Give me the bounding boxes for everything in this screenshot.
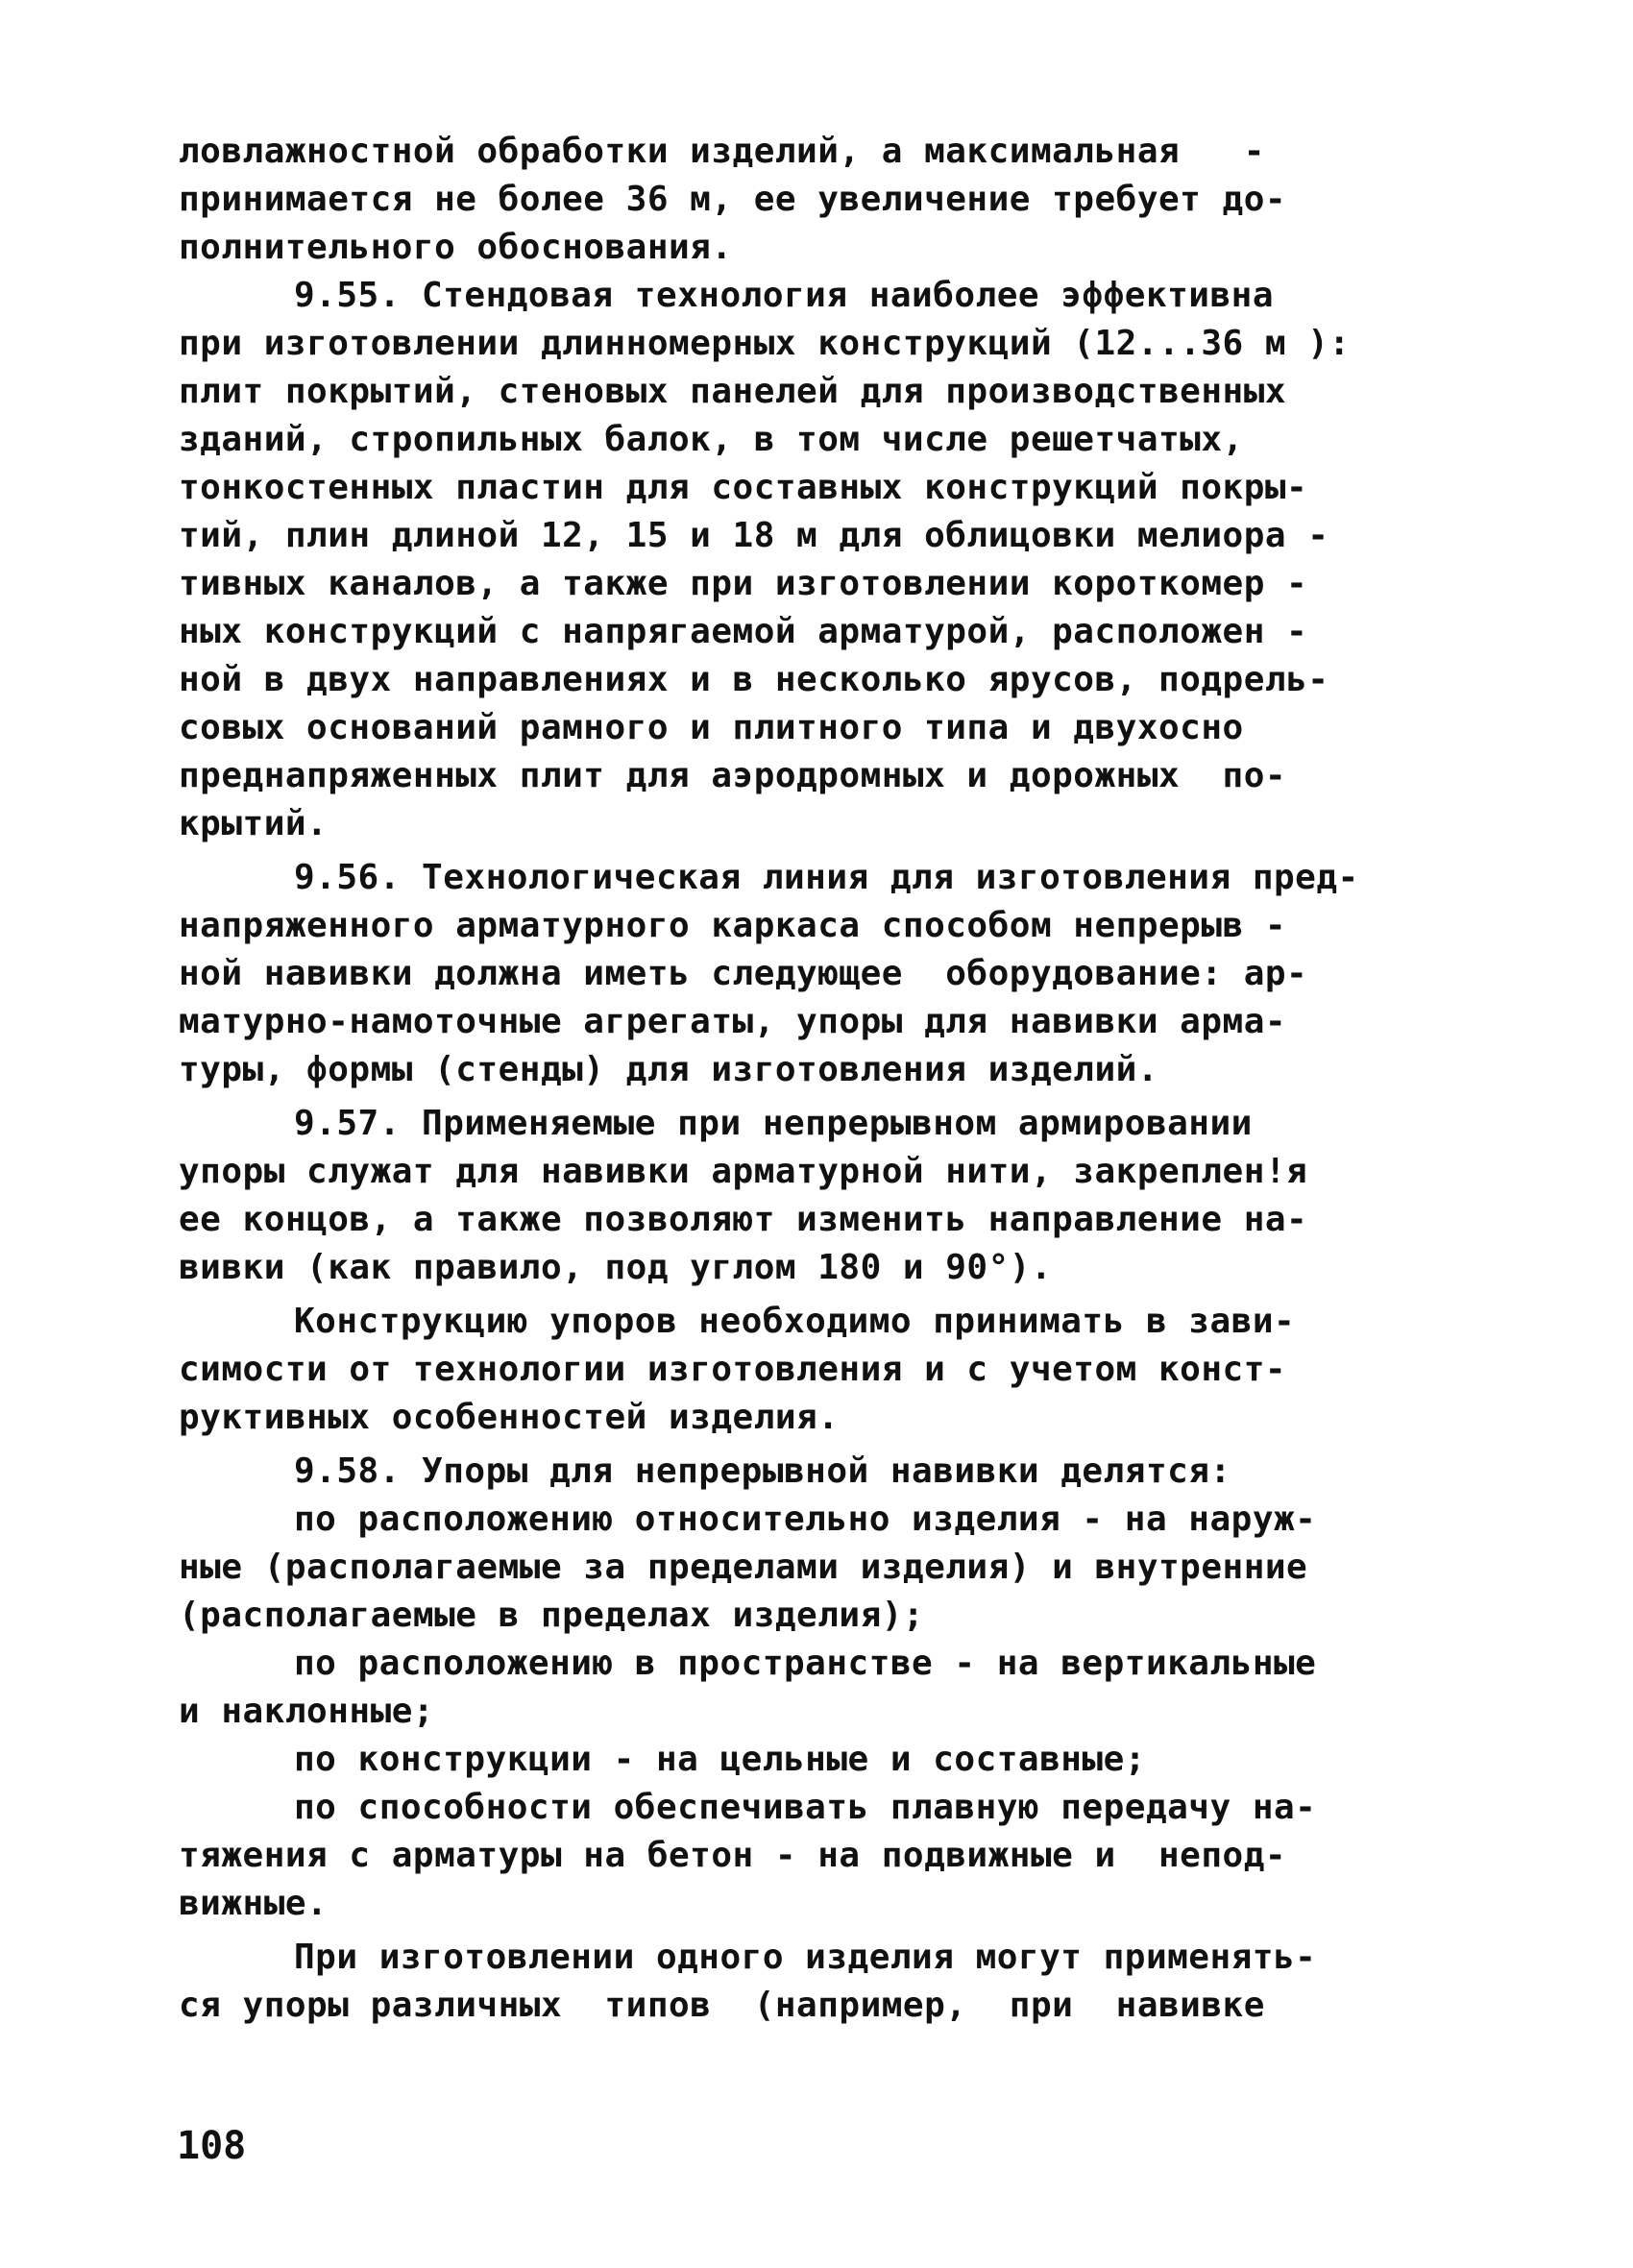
text-line: Конструкцию упоров необходимо принимать в зави- bbox=[294, 1302, 1296, 1341]
text-line: При изготовлении одного изделия могут применять- bbox=[294, 1938, 1317, 1977]
text-line: напряженного арматурного каркаса способом непрерыв - bbox=[179, 906, 1287, 945]
text-line: 9.55. Стендовая технология наиболее эффективна bbox=[294, 276, 1274, 315]
text-line: принимается не более 36 м, ее увеличение требует до- bbox=[179, 180, 1287, 219]
text-line: вивки (как правило, под углом 180 и 90°). bbox=[179, 1248, 1053, 1287]
text-line: полнительного обоснования. bbox=[179, 228, 733, 267]
text-line: плит покрытий, стеновых панелей для производственных bbox=[179, 372, 1287, 411]
text-line: упоры служат для навивки арматурной нити, закреплен!я bbox=[179, 1152, 1308, 1191]
text-line: по способности обеспечивать плавную передачу на- bbox=[294, 1788, 1317, 1827]
text-line: совых оснований рамного и плитного типа и двухосно bbox=[179, 708, 1244, 747]
text-line: ных конструкций с напрягаемой арматурой, расположен - bbox=[179, 612, 1308, 651]
text-line: 9.56. Технологическая линия для изготовления пред- bbox=[294, 858, 1359, 897]
text-line: и наклонные; bbox=[179, 1692, 435, 1731]
text-line: тяжения с арматуры на бетон - на подвижные и непод- bbox=[179, 1836, 1287, 1875]
text-line: тивных каналов, а также при изготовлении короткомер - bbox=[179, 564, 1308, 603]
text-line: крытий. bbox=[179, 804, 329, 843]
text-line: матурно-намоточные агрегаты, упоры для навивки арма- bbox=[179, 1002, 1287, 1041]
text-line: симости от технологии изготовления и с учетом конст- bbox=[179, 1350, 1287, 1389]
text-line: тий, плин длиной 12, 15 и 18 м для облицовки мелиора - bbox=[179, 516, 1329, 555]
text-line: руктивных особенностей изделия. bbox=[179, 1398, 840, 1437]
text-line: преднапряженных плит для аэродромных и дорожных по- bbox=[179, 756, 1287, 795]
text-line: вижные. bbox=[179, 1884, 329, 1923]
text-line: при изготовлении длинномерных конструкций (12...36 м ): bbox=[179, 324, 1351, 363]
text-line: (располагаемые в пределах изделия); bbox=[179, 1596, 925, 1635]
text-line: тонкостенных пластин для составных конструкций покры- bbox=[179, 468, 1308, 507]
text-line: ной навивки должна иметь следующее оборудование: ар- bbox=[179, 954, 1308, 993]
text-line: зданий, стропильных балок, в том числе решетчатых, bbox=[179, 420, 1244, 459]
text-line: по конструкции - на цельные и составные; bbox=[294, 1740, 1146, 1779]
text-line: туры, формы (стенды) для изготовления изделий. bbox=[179, 1050, 1158, 1089]
page-number: 108 bbox=[177, 2124, 247, 2168]
text-line: ной в двух направлениях и в несколько ярусов, подрель- bbox=[179, 660, 1329, 699]
text-line: 9.58. Упоры для непрерывной навивки делятся: bbox=[294, 1451, 1231, 1491]
text-line: лoвлажностной обработки изделий, а максимальная - bbox=[179, 132, 1265, 171]
text-line: ее концов, а также позволяют изменить направление на- bbox=[179, 1200, 1308, 1239]
text-line: 9.57. Применяемые при непрерывном армировании bbox=[294, 1104, 1253, 1143]
text-line: по расположению в пространстве - на вертикальные bbox=[294, 1644, 1317, 1683]
text-line: по расположению относительно изделия - на наруж- bbox=[294, 1500, 1317, 1539]
text-line: ся упоры различных типов (например, при навивке bbox=[179, 1986, 1265, 2025]
text-line: ные (располагаемые за пределами изделия) и внутренние bbox=[179, 1548, 1308, 1587]
